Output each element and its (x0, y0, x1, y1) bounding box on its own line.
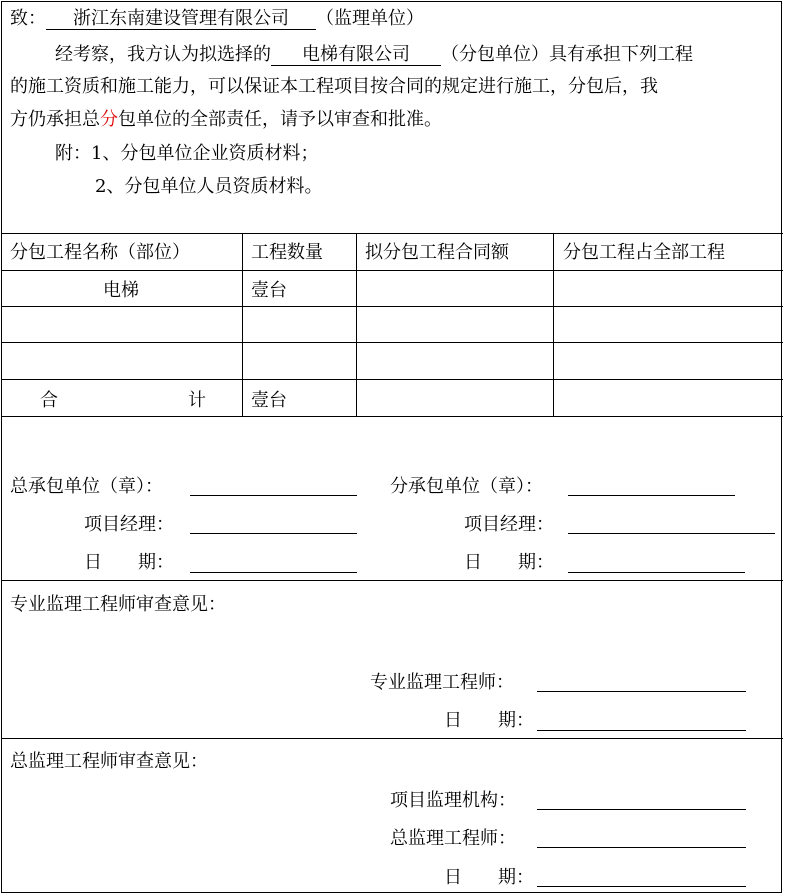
body-line-3-post: 包单位的全部责任，请予以审查和批准。 (118, 109, 442, 130)
subcontractor-name: 电梯有限公司 (271, 45, 441, 66)
chief-opinion-label: 总监理工程师审查意见： (10, 751, 208, 772)
body-line-1 (55, 45, 693, 66)
body-line-2: 的施工资质和施工能力，可以保证本工程项目按合同的规定进行施工，分包后，我 (10, 76, 658, 97)
column-divider (242, 233, 243, 416)
date-label: 日 期： (464, 552, 554, 573)
subcontractor-label: 分承包单位（章）： (390, 476, 543, 497)
divider (1, 270, 783, 271)
table-header-percentage: 分包工程占全部工程 (563, 242, 725, 263)
divider (1, 738, 783, 739)
table-cell: 电梯 (103, 280, 139, 301)
signature-line[interactable] (537, 809, 746, 810)
divider (1, 580, 783, 581)
specialist-opinion-label: 专业监理工程师审查意见： (10, 594, 226, 615)
signature-line[interactable] (190, 495, 357, 496)
attachment-2: 2、分包单位人员资质材料。 (95, 176, 323, 197)
specialist-engineer-label: 专业监理工程师： (370, 672, 514, 693)
attachment-1: 附：1、分包单位企业资质材料； (55, 143, 319, 164)
chief-date-label: 日 期： (444, 867, 534, 888)
specialist-date-label: 日 期： (444, 710, 534, 731)
general-contractor-label: 总承包单位（章）： (10, 476, 163, 497)
divider (1, 306, 783, 307)
total-quantity: 壹台 (251, 390, 287, 411)
supervising-suffix: （监理单位） (316, 8, 424, 29)
signature-line[interactable] (537, 730, 746, 731)
table-header-amount: 拟分包工程合同额 (365, 242, 509, 263)
signature-line[interactable] (190, 572, 357, 573)
body-line-3-red: 分 (100, 109, 118, 130)
column-divider (356, 233, 357, 416)
total-label-a: 合 (40, 390, 58, 411)
addressee-line (10, 9, 424, 30)
signature-line[interactable] (190, 533, 357, 534)
signature-line[interactable] (568, 495, 735, 496)
body-line-3-pre: 方仍承担总 (10, 109, 100, 130)
signature-line[interactable] (537, 691, 746, 692)
divider (1, 416, 783, 417)
signature-line[interactable] (537, 847, 746, 848)
supervising-company: 浙江东南建设管理有限公司 (46, 9, 316, 30)
date-label: 日 期： (84, 552, 174, 573)
divider (1, 342, 783, 343)
column-divider (553, 233, 554, 416)
body-line-3 (10, 110, 442, 130)
table-header-quantity: 工程数量 (251, 242, 323, 263)
project-manager-label: 项目经理： (464, 514, 554, 535)
total-label-b: 计 (188, 390, 206, 411)
table-header-name: 分包工程名称（部位） (10, 242, 190, 263)
signature-line[interactable] (568, 572, 745, 573)
divider (1, 379, 783, 380)
table-cell: 壹台 (251, 280, 287, 301)
chief-org-label: 项目监理机构： (390, 790, 516, 811)
to-label: 致： (10, 8, 46, 29)
body-line-1-post: （分包单位）具有承担下列工程 (441, 44, 693, 65)
body-line-1-pre: 经考察，我方认为拟选择的 (55, 44, 271, 65)
chief-engineer-label: 总监理工程师： (390, 828, 516, 849)
divider (1, 233, 783, 234)
project-manager-label: 项目经理： (84, 514, 174, 535)
signature-line[interactable] (537, 886, 746, 887)
signature-line[interactable] (568, 533, 775, 534)
